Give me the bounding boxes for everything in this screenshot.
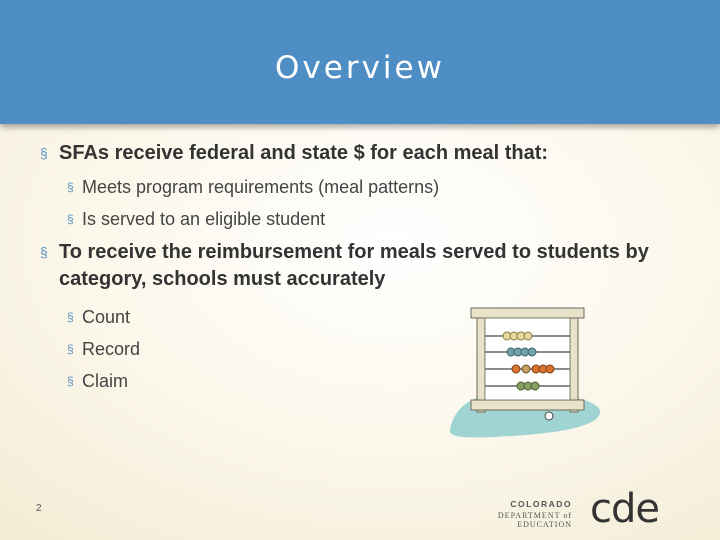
cde-wordmark-icon <box>588 488 698 528</box>
bullet-level2 <box>67 207 690 231</box>
cde-logo <box>486 488 698 528</box>
svg-text:cde: cde <box>590 488 659 528</box>
bullet-text: Meets program requirements (meal patterns) <box>82 177 440 197</box>
title-banner <box>0 0 720 124</box>
abacus-illustration <box>445 300 605 445</box>
logo-line1: COLORADO <box>510 499 572 509</box>
bullet-text: Record <box>82 339 141 359</box>
bullet-marker: § <box>40 145 48 161</box>
bullet-level1 <box>40 140 690 167</box>
bullet-marker: § <box>67 180 74 194</box>
page-number: 2 <box>36 503 42 514</box>
bullet-marker: § <box>67 212 74 226</box>
bullet-marker: § <box>67 342 74 356</box>
bullet-level1 <box>40 239 690 293</box>
bullet-level2 <box>67 175 690 199</box>
bullet-marker: § <box>67 374 74 388</box>
bullet-marker: § <box>40 244 48 260</box>
slide-title: Overview <box>275 50 445 86</box>
logo-line2: DEPARTMENT of EDUCATION <box>497 511 572 529</box>
bullet-text: To receive the reimbursement for meals served to students by category, schools must accurately <box>59 241 649 290</box>
bullet-marker: § <box>67 310 74 324</box>
bullet-text: Count <box>82 307 131 327</box>
bullet-text: SFAs receive federal and state $ for each meal that: <box>59 142 549 164</box>
bullet-text: Claim <box>82 371 129 391</box>
bullet-text: Is served to an eligible student <box>82 209 326 229</box>
